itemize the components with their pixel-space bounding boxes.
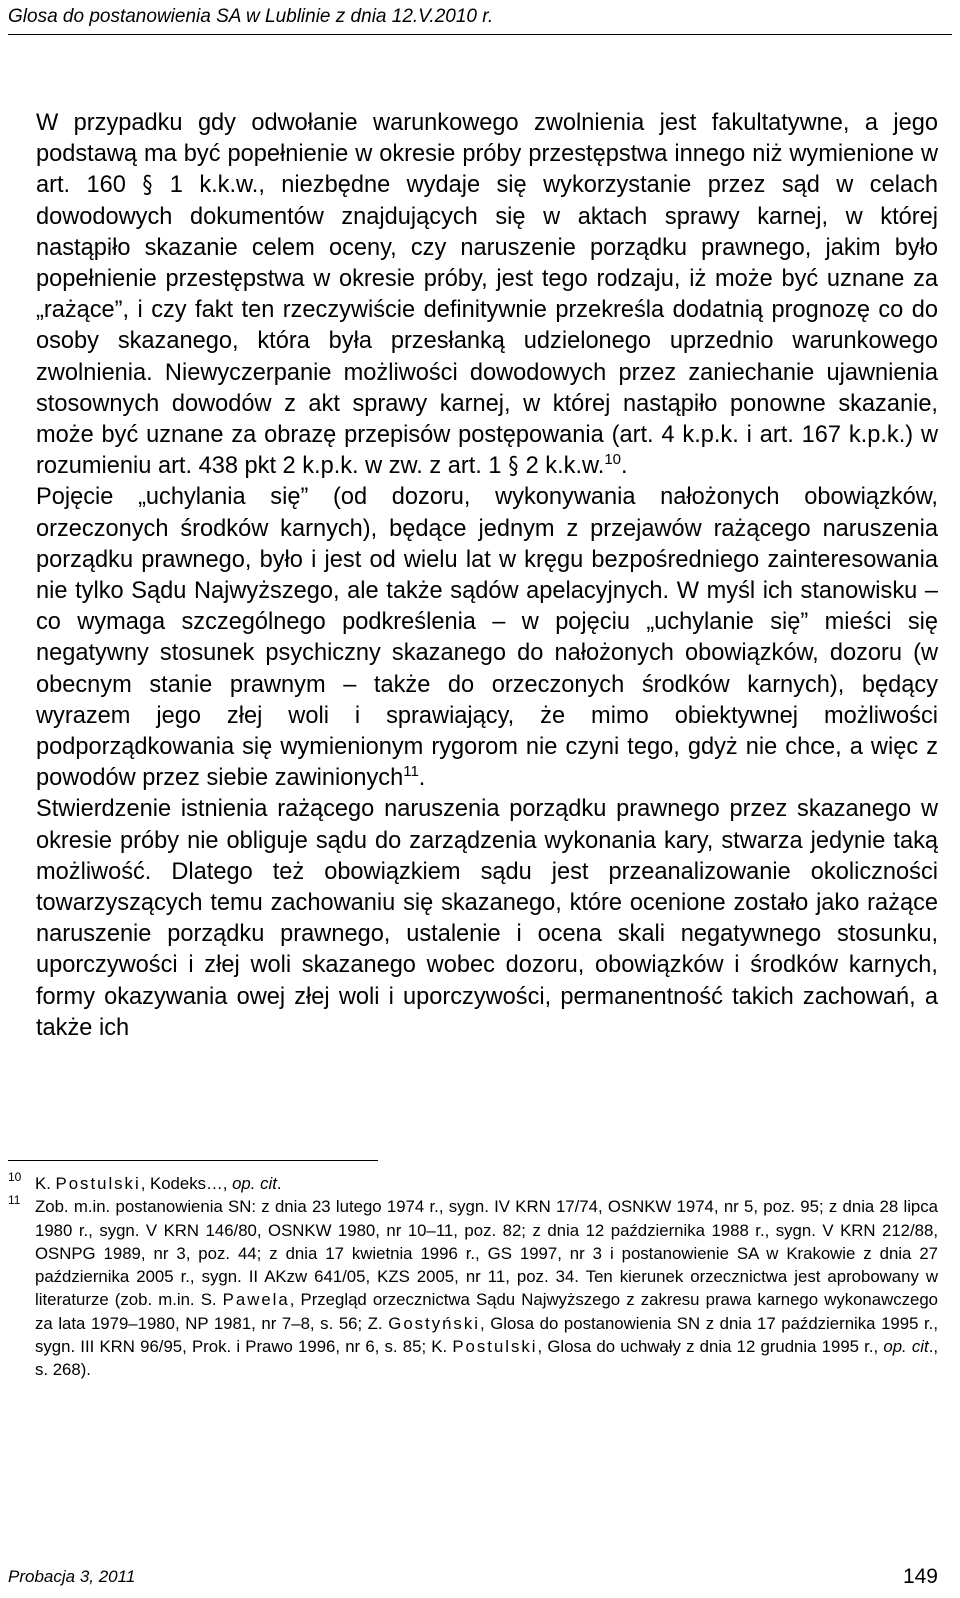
paragraph-2-text: Pojęcie „uchylania się” (od dozoru, wykonywania nałożonych obowiązków, orzeczonych środków karnych), będące jednym z przejawów rażącego naruszenia porządku prawnego, było i jest od wielu lat w kręgu bezpośredniego zainteresowania nie tylko Sądu Najwyższego, ale także sądów apelacyjnych. W myśl ich stanowisku – co wymaga szczególnego podkreślenia – w pojęciu „uchylanie się” mieści się negatywny stosunek psychiczny skazanego do nałożonych obowiązków, dozoru (w obecnym stanie prawnym – także do orzeczonych środków karnych), będący wyrazem jego złej woli i sprawiający, że mimo obiektywnej możliwości podporządkowania się wymienionym rygorom nie czyni tego, gdyż nie chce, a więc z powodów przez siebie zawinionych: [36, 484, 938, 792]
paragraph-1-text-c: 2 k.k.w.: [519, 453, 605, 480]
op-cit: op. cit: [883, 1337, 929, 1357]
footnote-mark: 10: [8, 1170, 22, 1184]
paragraph-1-text-a: W przypadku gdy odwołanie warunkowego zwolnienia jest fakultatywne, a jego podstawą ma być popełnienie w okresie próby przestępstwa innego niż wymienione w art. 160: [36, 110, 938, 199]
footnote-10-text-a: K.: [35, 1174, 56, 1193]
paragraph-1: [36, 108, 938, 482]
paragraph-1-text-b: 1 k.k.w., niezbędne wydaje się wykorzystanie przez sąd w celach dowodowych dokumentów znajdujących się w aktach sprawy karnej, w której nastąpiło skazanie celem oceny, czy naruszenie porządku prawnego, jakim było popełnienie przestępstwa w okresie próby, jest tego rodzaju, iż może być uznane za „rażące”, i czy fakt ten rzeczywiście definitywnie przekreśla dodatnią prognozę co do osoby skazanego, która była przesłanką udzielonego uprzednio warunkowego zwolnienia. Niewyczerpanie możliwości dowodowych przez zaniechanie ujawnienia stosownych dowodów z akt sprawy karnej, w której nastąpiło ponowne skazanie, może być uznane za obrazę przepisów postępowania (art. 4 k.p.k. i art. 167 k.p.k.) w rozumieniu art. 438 pkt 2 k.p.k. w zw. z art. 1: [36, 172, 938, 480]
paragraph-2: [36, 482, 938, 794]
page-number: 149: [902, 1565, 938, 1588]
author-name: Pawela: [222, 1290, 290, 1310]
footnote-10: [8, 1172, 938, 1195]
footnotes: [8, 1172, 938, 1382]
op-cit: op. cit: [232, 1174, 277, 1193]
footnote-text: [35, 1195, 938, 1381]
header-rule: [8, 34, 952, 35]
footnote-11-text-e: ., s. 268).: [35, 1337, 939, 1380]
running-header-title: Glosa do postanowienia SA w Lublinie z dnia 12.V.2010 r.: [8, 6, 494, 27]
footnote-11-text-d: , Glosa do uchwały z dnia 12 grudnia 1995 r.,: [537, 1337, 884, 1357]
footnote-ref-11[interactable]: 11: [403, 763, 419, 781]
main-text: [36, 108, 938, 1044]
author-name: Postulski: [452, 1337, 538, 1357]
section-sign: §: [508, 452, 519, 481]
paragraph-1-end: .: [621, 453, 628, 480]
section-sign: §: [142, 172, 153, 200]
paragraph-2-end: .: [418, 765, 426, 792]
author-name: Gostyński: [388, 1313, 480, 1333]
footnote-11-text-c: , Glosa do postanowienia SN z dnia 17 października 1995 r., sygn. III KRN 96/95, Prok. i Prawo 1996, nr 6, s. 85; K.: [35, 1313, 938, 1357]
footnote-mark: 11: [8, 1193, 21, 1208]
footnote-separator: [8, 1160, 378, 1161]
paragraph-3: Stwierdzenie istnienia rażącego naruszenia porządku prawnego przez skazanego w okresie próby nie obliguje sądu do zarządzenia wykonania kary, stwarza jedynie taką możliwość. Dlatego też obowiązkiem sądu jest przeanalizowanie okoliczności towarzyszących temu zachowaniu się skazanego, które ocenione zostało jako rażące naruszenie porządku prawnego, ustalenie i ocena skali negatywnego stosunku, uporczywości i złej woli skazanego wobec dozoru, obowiązków i środków karnych, formy okazywania owej złej woli i uporczywości, permanentność takich zachowań, a także ich: [36, 796, 938, 1041]
author-name: Postulski: [55, 1174, 141, 1193]
footnote-10-text-c: .: [276, 1174, 282, 1193]
footnote-text: [35, 1172, 938, 1195]
footnote-11-text-b: , Przegląd orzecznictwa Sądu Najwyższego z zakresu prawa karnego wykonawczego za lata 1979–1980, NP 1981, nr 7–8, s. 56; Z.: [35, 1290, 938, 1333]
footnote-10-text-b: , Kodeks…,: [140, 1174, 233, 1193]
footnote-ref-10[interactable]: 10: [604, 451, 621, 469]
footnote-11: [8, 1195, 938, 1381]
footnote-11-text-a: Zob. m.in. postanowienia SN: z dnia 23 lutego 1974 r., sygn. IV KRN 17/74, OSNKW 1974, nr 5, poz. 95; z dnia 28 lipca 1980 r., sygn. V KRN 146/80, OSNKW 1980, nr 10–11, poz. 82; z dnia 12 października 1988 r., sygn. V KRN 212/88, OSNPG 1989, nr 3, poz. 44; z dnia 17 kwietnia 1996 r., GS 1997, nr 3 i postanowienie SA w Krakowie z dnia 27 października 2005 r., sygn. II AKzw 641/05, KZS 2005, nr 11, poz. 34. Ten kierunek orzecznictwa jest aprobowany w literaturze (zob. m.in. S.: [35, 1197, 938, 1310]
journal-title: Probacja 3, 2011: [8, 1567, 136, 1586]
